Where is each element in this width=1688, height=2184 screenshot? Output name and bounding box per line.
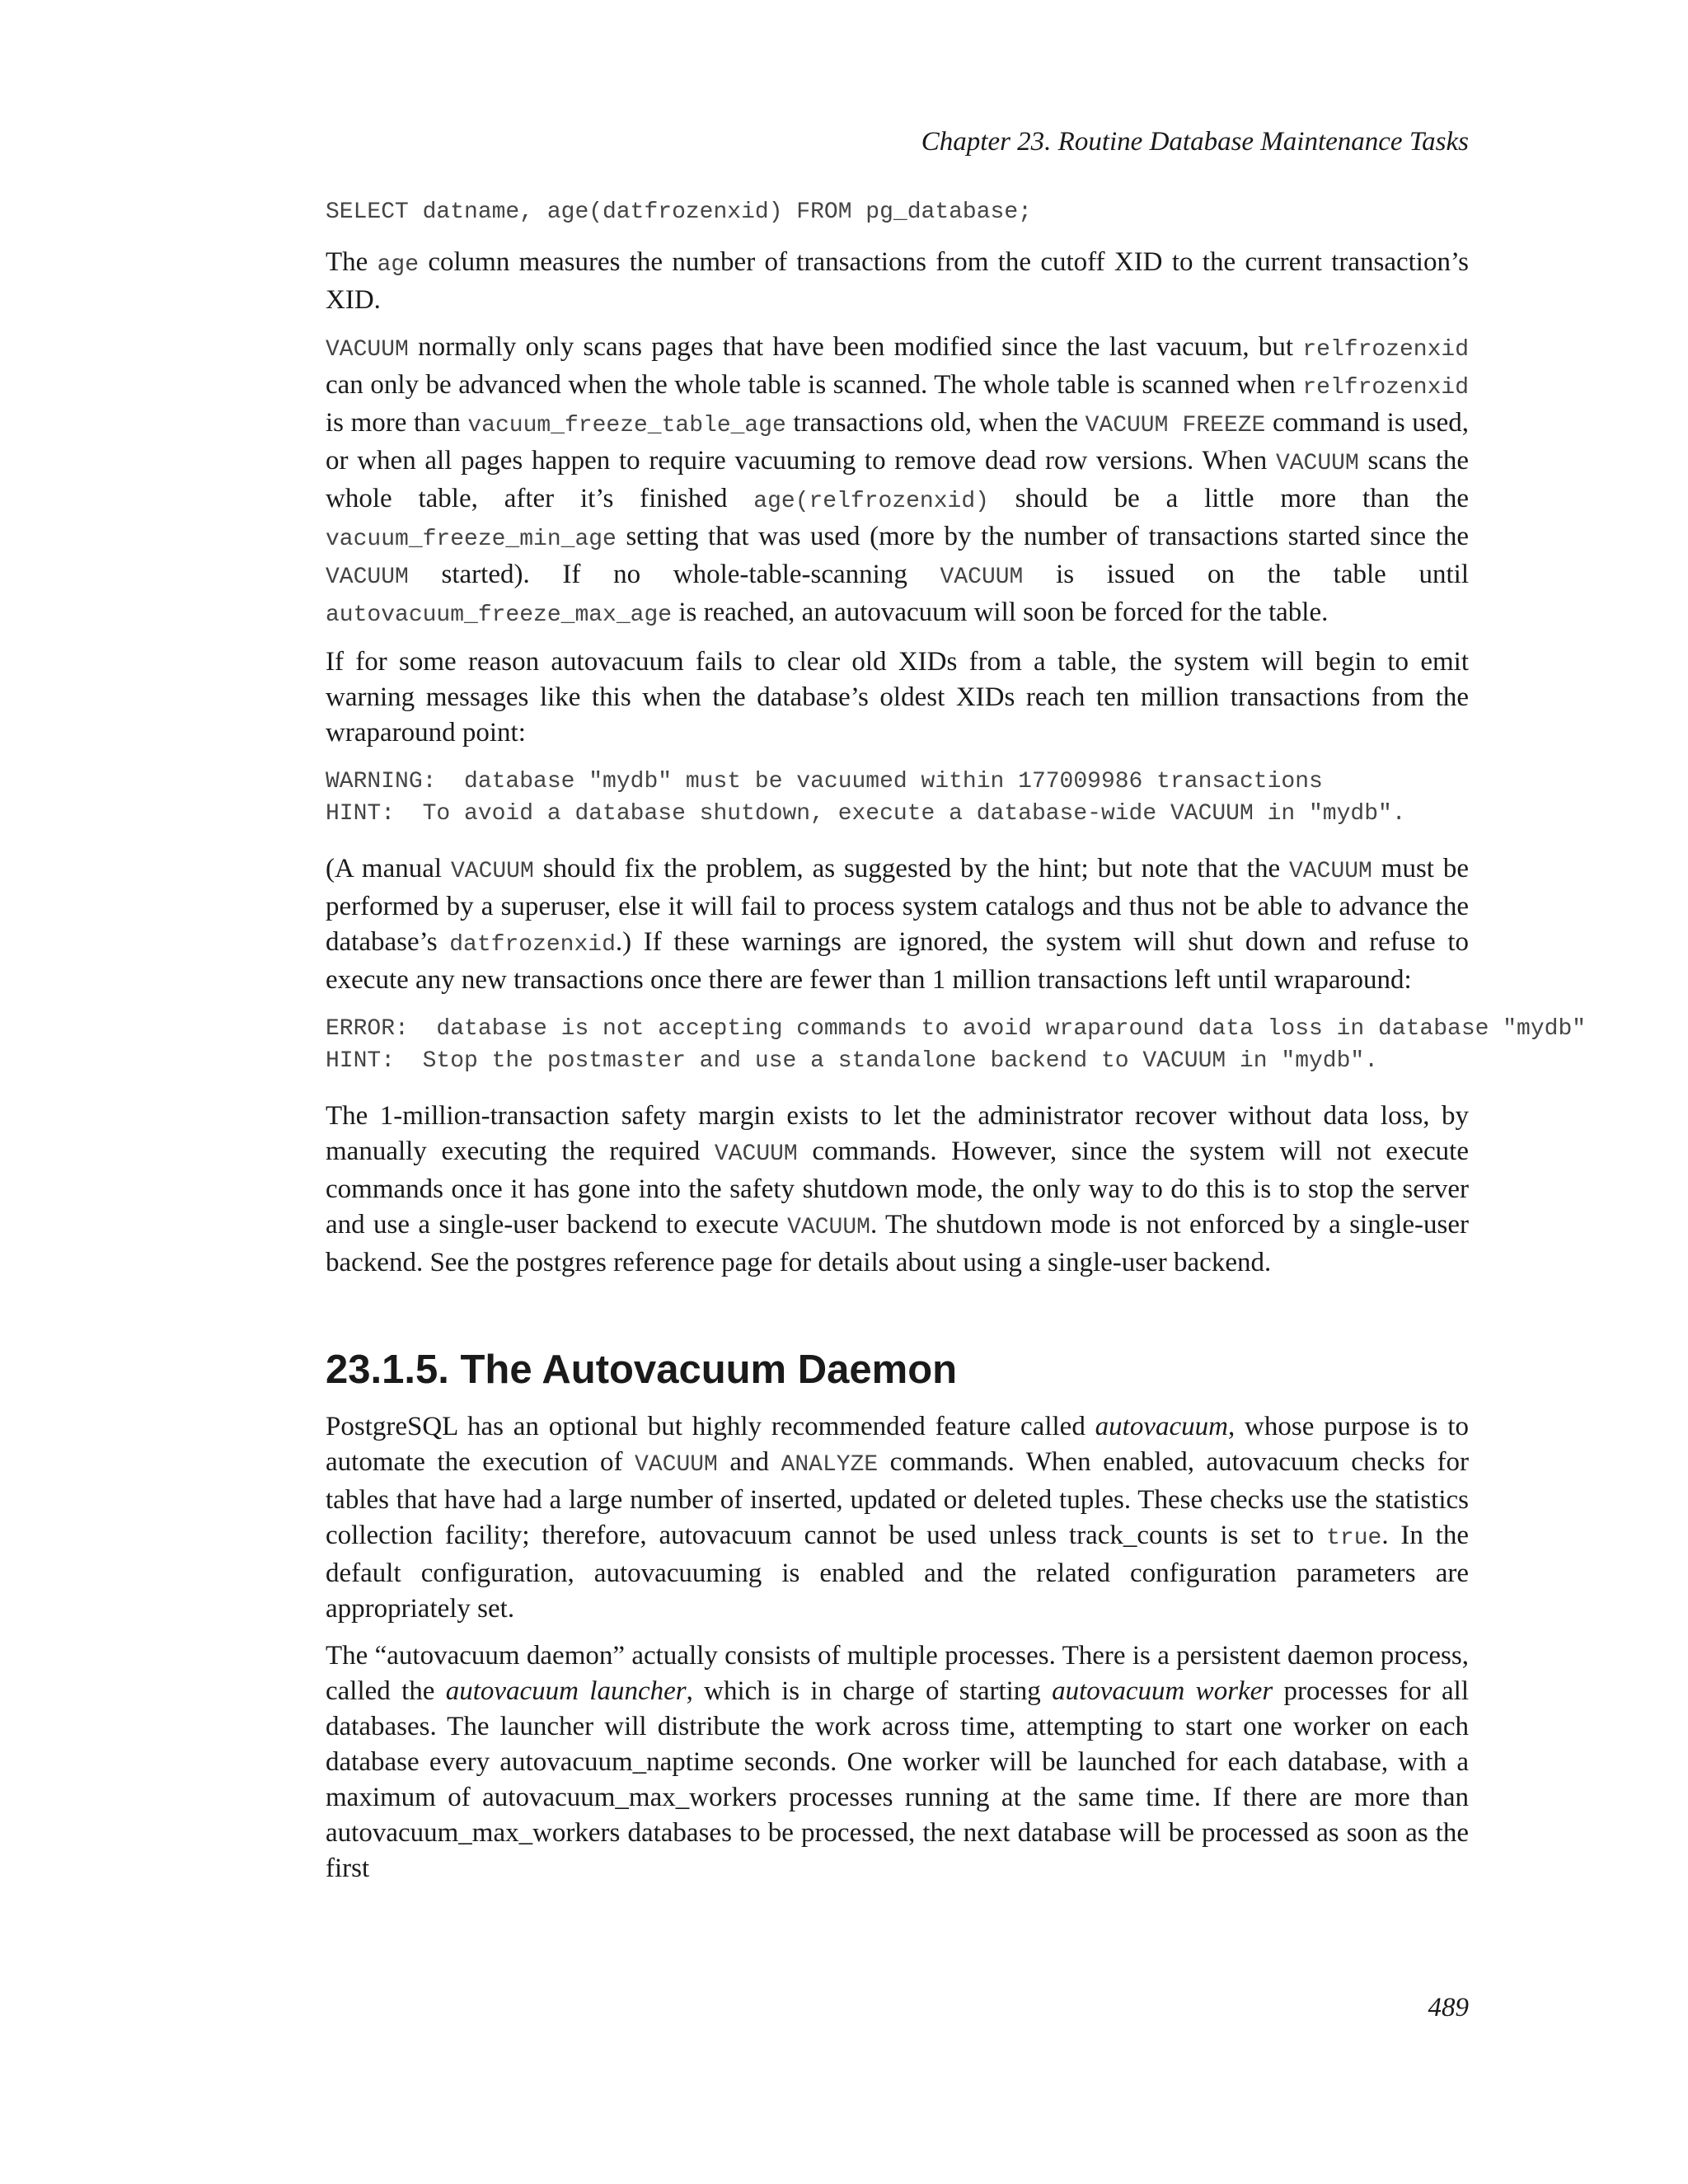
code-term: autovacuum_freeze_max_age (326, 602, 673, 628)
text: normally only scans pages that have been modified since the last vacuum, but (408, 332, 1303, 362)
code-term: true (1326, 1526, 1382, 1551)
text: started). If no whole-table-scanning (408, 560, 940, 589)
text: commands. When enabled, autovacuum checks for tables that have had a large number of inserted, updated or deleted tuples. These checks use the statistics collection facility; therefore, autovacuum cannot be used unless track_counts is set to (326, 1447, 1469, 1550)
text: is more than (326, 408, 468, 438)
emphasis: autovacuum launcher (445, 1676, 687, 1706)
text: .) If these warnings are ignored, the system will shut down and refuse to execute any new transactions once there are fewer than 1 million transactions left until wraparound: (326, 927, 1470, 995)
text: column measures the number of transactions from the cutoff XID to the current transaction’s XID. (326, 247, 1469, 315)
code-term: vacuum_freeze_min_age (326, 527, 617, 552)
text: can only be advanced when the whole table is scanned. The whole table is scanned when (326, 370, 1303, 400)
text: PostgreSQL has an optional but highly recommended feature called (326, 1412, 1095, 1441)
code-term: VACUUM (1289, 859, 1372, 884)
text: scans the whole table, after it’s finished (326, 446, 1470, 513)
text: setting that was used (more by the number of transactions started since the (616, 522, 1469, 551)
text: commands. However, since the system will not execute commands once it has gone into the safety shutdown mode, the only way to do this is to stop the server and use a single-user backend to execute (326, 1137, 1469, 1240)
code-term: relfrozenxid (1302, 375, 1469, 401)
code-block-select (326, 196, 1469, 228)
code-term: VACUUM (940, 565, 1024, 590)
code-term: VACUUM FREEZE (1085, 413, 1266, 438)
code-term: VACUUM (714, 1141, 798, 1167)
text: should be a little more than the (988, 484, 1469, 513)
text: should fix the problem, as suggested by the hint; but note that the (533, 854, 1290, 883)
page-number: 489 (1428, 1993, 1469, 2022)
code-term: VACUUM (787, 1215, 870, 1240)
text: (A manual (326, 854, 451, 883)
code-term: ANALYZE (781, 1452, 879, 1478)
code-term: relfrozenxid (1302, 337, 1469, 363)
running-header: Chapter 23. Routine Database Maintenance Tasks (921, 127, 1469, 157)
text: The “autovacuum daemon” actually consists of multiple processes. There is a persistent daemon process, called the (326, 1641, 1469, 1706)
text: The (326, 247, 377, 277)
text: , which is in charge of starting (686, 1676, 1053, 1706)
paragraph-autovacuum-intro (326, 1409, 1469, 1627)
code-line: HINT: To avoid a database shutdown, execute a database-wide VACUUM in "mydb". (326, 801, 1406, 827)
paragraph-autovacuum-daemon (326, 1638, 1469, 1886)
text: transactions old, when the (785, 408, 1085, 438)
code-term: vacuum_freeze_table_age (467, 413, 786, 438)
text: processes for all databases. The launcher will distribute the work across time, attempting to start one worker on each database every autovacuum_naptime seconds. One worker will be launched for each database, with a maximum of autovacuum_max_workers processes running at the same time. If there are more than autovacuum_max_workers databases to be processed, the next database will be processed as soon as the first (326, 1676, 1470, 1883)
code-block-warning (326, 766, 1469, 830)
paragraph-manual-vacuum (326, 851, 1469, 998)
text: . In the default configuration, autovacuuming is enabled and the related configuration parameters are appropriately set. (326, 1521, 1470, 1624)
code-term: VACUUM (450, 859, 534, 884)
code-line: WARNING: database "mydb" must be vacuumed within 177009986 transactions (326, 769, 1323, 794)
section-heading: 23.1.5. The Autovacuum Daemon (326, 1347, 958, 1392)
emphasis: autovacuum (1095, 1412, 1228, 1441)
text: and (717, 1447, 781, 1477)
code-line: HINT: Stop the postmaster and use a standalone backend to VACUUM in "mydb". (326, 1048, 1379, 1074)
code-term: VACUUM (326, 337, 409, 363)
code-term: VACUUM (1275, 451, 1359, 476)
code-term: VACUUM (326, 565, 409, 590)
text: , whose purpose is to automate the execution of (326, 1412, 1469, 1477)
code-line: ERROR: database is not accepting commands to avoid wraparound data loss in database "mydb" (326, 1016, 1587, 1042)
code-term: age(relfrozenxid) (753, 489, 989, 514)
paragraph-age-column (326, 245, 1469, 318)
page-body (326, 124, 1587, 1898)
text: is reached, an autovacuum will soon be forced for the table. (672, 598, 1329, 627)
paragraph-safety-margin (326, 1099, 1469, 1281)
paragraph-warning-intro: If for some reason autovacuum fails to clear old XIDs from a table, the system will begin to emit warning messages like this when the database’s oldest XIDs reach ten million transactions from the wraparound point: (326, 647, 1469, 748)
code-term: datfrozenxid (449, 932, 616, 958)
text: must be performed by a superuser, else it will fail to process system catalogs and thus not be able to advance the database’s (326, 854, 1470, 957)
code-age: age (377, 252, 420, 278)
text: The 1-million-transaction safety margin exists to let the administrator recover without data loss, by manually executing the required (326, 1101, 1469, 1166)
code-line: SELECT datname, age(datfrozenxid) FROM pg_database; (326, 199, 1032, 225)
code-term: VACUUM (635, 1452, 718, 1478)
code-block-error (326, 1013, 1587, 1077)
paragraph-vacuum-scan (326, 330, 1469, 633)
text: command is used, or when all pages happen to require vacuuming to remove dead row versions. When (326, 408, 1469, 476)
text: is issued on the table until (1023, 560, 1469, 589)
text: . The shutdown mode is not enforced by a single-user backend. See the postgres reference page for details about using a single-user backend. (326, 1210, 1470, 1277)
emphasis: autovacuum worker (1052, 1676, 1273, 1706)
